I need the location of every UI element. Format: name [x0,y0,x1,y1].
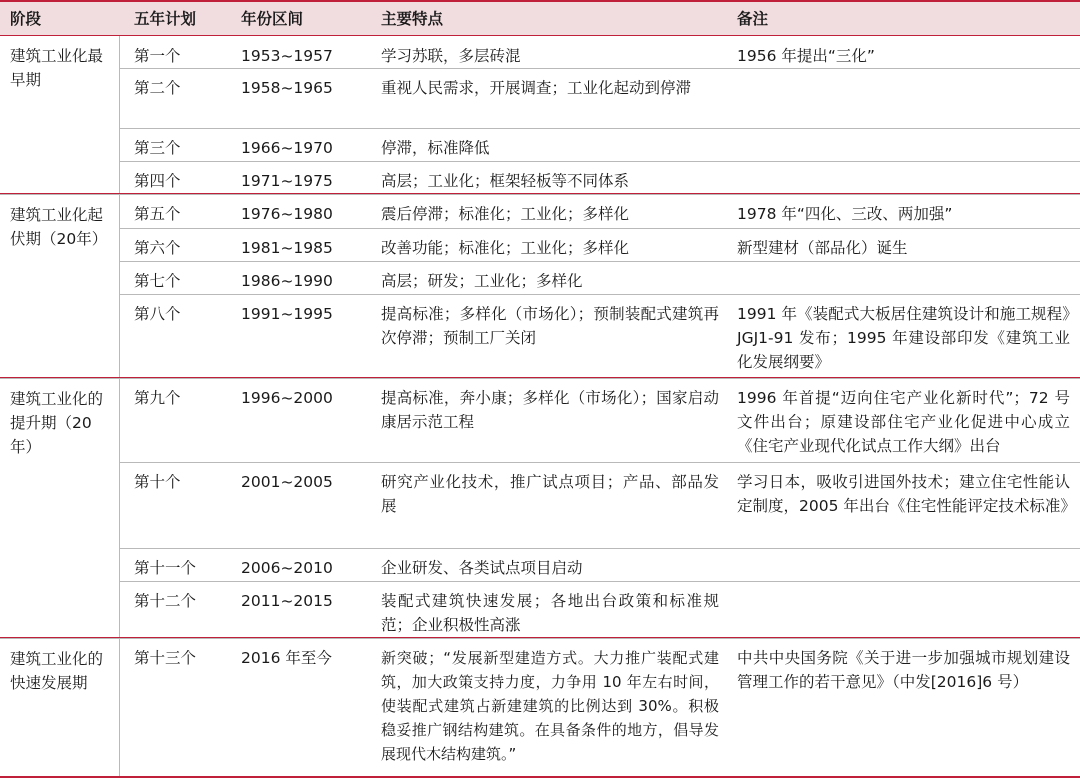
table-header [0,0,1080,36]
features-cell: 震后停滞；标准化；工业化；多样化 [381,205,630,223]
years-cell: 1971~1975 [241,172,333,190]
years-cell: 2001~2005 [241,473,333,491]
stage-cell [0,639,120,776]
plan-cell: 第十个 [134,473,181,491]
header-years: 年份区间 [241,10,304,28]
table-row [0,36,1080,69]
years-cell: 1986~1990 [241,272,333,290]
plan-cell: 第七个 [134,272,181,290]
table-row [0,261,1080,295]
plan-cell: 第十一个 [134,559,197,577]
features-cell: 高层；研发；工业化；多样化 [381,272,583,290]
plan-cell: 第九个 [134,389,181,407]
years-cell: 1981~1985 [241,239,333,257]
notes-cell [737,581,1070,589]
notes-cell: 1991 年《装配式大板居住建筑设计和施工规程》JGJ1-91 发布；1995 年建设部印发《建筑工业化发展纲要》 [737,305,1070,371]
table-row [0,128,1080,162]
header-features: 主要特点 [381,10,444,28]
table-row [0,194,1080,229]
notes-cell [737,128,1070,136]
table-row [0,548,1080,582]
notes-cell [737,261,1070,269]
years-cell: 1976~1980 [241,205,333,223]
group-divider [0,193,1080,194]
years-cell: 2011~2015 [241,592,333,610]
years-cell: 2016 年至今 [241,649,332,667]
notes-cell: 1956 年提出“三化” [737,47,875,65]
header-plan: 五年计划 [134,10,197,28]
features-cell: 研究产业化技术，推广试点项目；产品、部品发展 [381,473,719,515]
notes-cell: 中共中央国务院《关于进一步加强城市规划建设管理工作的若干意见》（中发[2016]6 号） [737,649,1070,691]
plan-cell: 第五个 [134,205,181,223]
plan-cell: 第十二个 [134,592,197,610]
table-row [0,581,1080,639]
plan-cell: 第一个 [134,47,181,65]
notes-cell: 1996 年首提“迈向住宅产业化新时代”；72 号文件出台；原建设部住宅产业化促进中心成立《住宅产业现代化试点工作大纲》出台 [737,389,1070,455]
plan-cell: 第十三个 [134,649,197,667]
header-notes: 备注 [737,10,769,28]
years-cell: 1953~1957 [241,47,333,65]
plan-cell: 第八个 [134,305,181,323]
features-cell: 学习苏联，多层砖混 [381,47,521,65]
years-cell: 1991~1995 [241,305,333,323]
stage-cell [0,379,120,637]
plan-cell: 第六个 [134,239,181,257]
notes-cell [737,548,1070,556]
features-cell: 停滞，标准降低 [381,139,490,157]
stage-label: 建筑工业化的提升期（20年） [10,390,104,456]
stage-label: 建筑工业化起伏期（20年） [10,206,108,248]
years-cell: 2006~2010 [241,559,333,577]
table-row [0,638,1080,776]
header-stage: 阶段 [10,10,42,28]
notes-cell: 学习日本，吸收引进国外技术；建立住宅性能认定制度，2005 年出台《住宅性能评定技术标准》 [737,473,1076,515]
table-bottom-rule [0,776,1080,778]
years-cell: 1996~2000 [241,389,333,407]
features-cell: 高层；工业化；框架轻板等不同体系 [381,172,630,190]
features-cell: 重视人民需求，开展调查；工业化起动到停滞 [381,79,692,97]
features-cell: 装配式建筑快速发展；各地出台政策和标准规范；企业积极性高涨 [381,592,719,634]
group-divider [0,377,1080,378]
stage-cell [0,36,120,194]
table-row [0,462,1080,549]
group-divider [0,637,1080,638]
table-row [0,378,1080,463]
features-cell: 企业研发、各类试点项目启动 [381,559,583,577]
stage-label: 建筑工业化最早期 [10,47,104,89]
features-cell: 新突破；“发展新型建造方式。大力推广装配式建筑，加大政策支持力度，力争用 10 年左右时间，使装配式建筑占新建建筑的比例达到 30%。积极稳妥推广钢结构建筑。在具备条件的地方，倡导发展现代木结构建筑。” [381,649,719,763]
stage-cell [0,195,120,378]
notes-cell: 新型建材（部品化）诞生 [737,239,908,257]
features-cell: 改善功能；标准化；工业化；多样化 [381,239,630,257]
notes-cell: 1978 年“四化、三改、两加强” [737,205,953,223]
plan-cell: 第三个 [134,139,181,157]
features-cell: 提高标准；多样化（市场化）；预制装配式建筑再次停滞；预制工厂关闭 [381,305,719,347]
years-cell: 1966~1970 [241,139,333,157]
features-cell: 提高标准，奔小康；多样化（市场化）；国家启动康居示范工程 [381,389,719,431]
table-row [0,68,1080,129]
plan-cell: 第四个 [134,172,181,190]
plan-cell: 第二个 [134,79,181,97]
notes-cell [737,161,1070,169]
table-row [0,294,1080,379]
stage-label: 建筑工业化的快速发展期 [10,650,104,692]
table-row [0,161,1080,195]
years-cell: 1958~1965 [241,79,333,97]
notes-cell [737,68,1070,76]
table-row [0,228,1080,262]
